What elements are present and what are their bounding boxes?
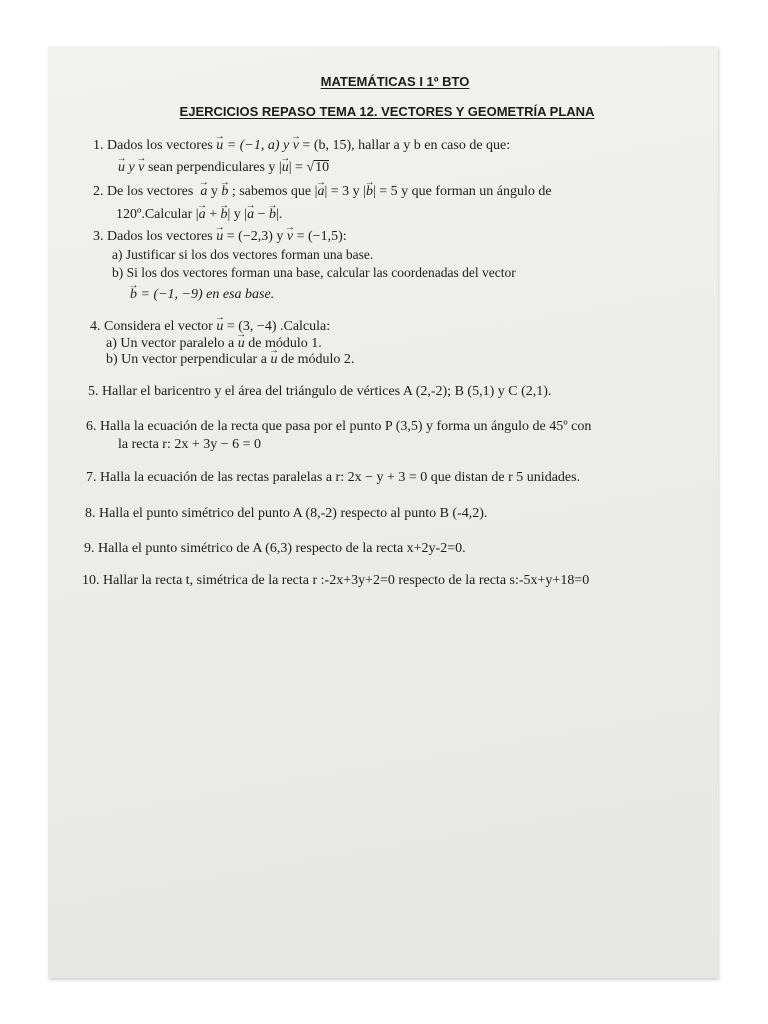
exercise-8: 8. Halla el punto simétrico del punto A (8,-2) respecto al punto B (-4,2). — [85, 506, 488, 521]
exercise-3-item-a: a) Justificar si los dos vectores forman una base. — [112, 247, 374, 262]
exercise-4-item-b: b) Un vector perpendicular a → u de módulo 2. — [106, 351, 354, 369]
vector-v: → v — [293, 137, 299, 155]
worksheet-page — [48, 46, 718, 978]
exercise-1-line-2: → u y → v sean perpendiculares y |→ u| = √10 — [118, 159, 329, 177]
exercise-4-line-1: 4. Considera el vector → u = (3, −4) .Calcula: — [90, 318, 330, 336]
exercise-number: 1. — [93, 138, 104, 153]
exercise-6-line-1: 6. Halla la ecuación de la recta que pasa por el punto P (3,5) y forma un ángulo de 45º con — [86, 419, 592, 434]
page-subtitle: EJERCICIOS REPASO TEMA 12. VECTORES Y GEOMETRÍA PLANA — [179, 104, 595, 119]
vector-a: → a — [317, 183, 324, 201]
exercise-4-item-a: a) Un vector paralelo a → u de módulo 1. — [106, 335, 322, 353]
vector-b: → b — [269, 206, 276, 224]
vector-u: → u — [118, 159, 125, 177]
exercise-3-item-b-vector: → b = (−1, −9) en esa base. — [130, 286, 274, 304]
exercise-number: 2. — [93, 184, 104, 199]
vector-b: → b — [221, 183, 228, 201]
exercise-3-item-b: b) Si los dos vectores forman una base, calcular las coordenadas del vector — [112, 265, 516, 280]
exercise-9: 9. Halla el punto simétrico de A (6,3) respecto de la recta x+2y-2=0. — [84, 541, 466, 556]
vector-u: → u — [216, 228, 223, 246]
exercise-10: 10. Hallar la recta t, simétrica de la recta r :-2x+3y+2=0 respecto de la recta s:-5x+y+18=0 — [82, 573, 590, 588]
vector-u: → u — [270, 351, 277, 369]
exercise-2-line-1: 2. De los vectores → a y → b ; sabemos que |→ a| = 3 y |→ b| = 5 y que forman un ángulo de — [93, 183, 552, 201]
vector-b: → b — [130, 286, 137, 304]
vector-v: → v — [287, 228, 293, 246]
vector-u: → u — [282, 159, 289, 177]
vector-a: → a — [199, 206, 206, 224]
exercise-5: 5. Hallar el baricentro y el área del triángulo de vértices A (2,-2); B (5,1) y C (2,1). — [88, 384, 552, 399]
exercise-6-line-2: la recta r: 2x + 3y − 6 = 0 — [118, 437, 262, 452]
vector-b: → b — [366, 183, 373, 201]
vector-b: → b — [220, 206, 227, 224]
vector-a: → a — [200, 183, 207, 201]
vector-u: → u — [216, 137, 223, 155]
vector-u: → u — [238, 335, 245, 353]
vector-v: → v — [138, 159, 144, 177]
vector-u: → u — [216, 318, 223, 336]
exercise-7: 7. Halla la ecuación de las rectas paralelas a r: 2x − y + 3 = 0 que distan de r 5 unidades. — [86, 470, 581, 485]
exercise-3-line-1: 3. Dados los vectores → u = (−2,3) y → v = (−1,5): — [93, 228, 347, 246]
exercise-1-line-1: 1. Dados los vectores → u = (−1, a) y → v = (b, 15), hallar a y b en caso de que: — [93, 137, 510, 155]
exercise-2-line-2: 120º.Calcular |→ a + → b| y |→ a − → b|. — [116, 206, 282, 224]
exercise-number: 4. — [90, 319, 101, 334]
vector-a: → a — [247, 206, 254, 224]
sqrt-symbol: √ — [306, 160, 315, 175]
exercise-number: 3. — [93, 229, 104, 244]
page-title: MATEMÁTICAS I 1º BTO — [320, 74, 470, 89]
